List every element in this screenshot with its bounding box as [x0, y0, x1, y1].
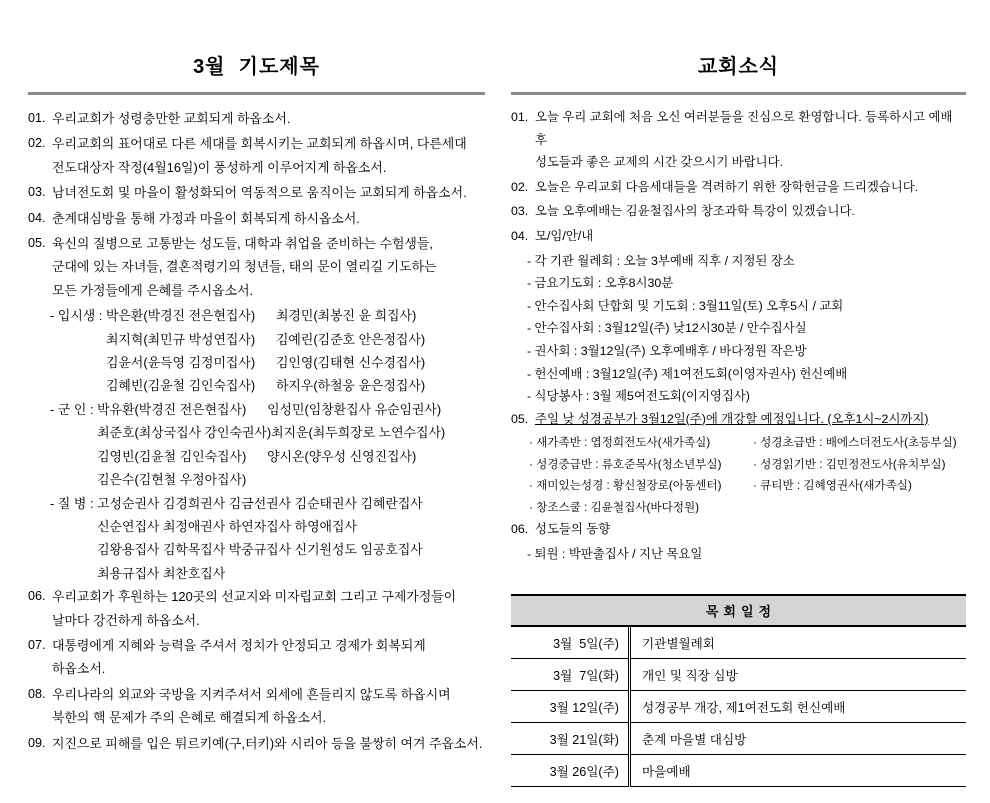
- bible-class-left: · 창조스쿨 : 김윤철집사(바다정원): [528, 500, 700, 514]
- item-line: 하옵소서.: [52, 661, 106, 677]
- item-number: 04.: [28, 210, 46, 225]
- schedule-description: 기관별월례회: [629, 627, 966, 659]
- meeting-row: - 안수집사회 단합회 및 기도회 : 3월11일(토) 오후5시 / 교회: [526, 298, 844, 313]
- name-row: [97, 398, 485, 421]
- name-cell-left: 김혜빈(김윤철 김인숙집사): [105, 378, 256, 394]
- item-text: [52, 207, 485, 230]
- item-line: 날마다 강건하게 하옵소서.: [52, 612, 200, 628]
- prayer-topics-title: 3월 기도제목: [193, 56, 320, 78]
- bible-class-right: · 성경초급반 : 배에스더전도사(초등부실): [752, 436, 957, 450]
- numbered-item: [28, 634, 485, 681]
- item-number: 03.: [510, 204, 529, 219]
- name-cell-right: 김인영(김태현 신수경집사): [275, 355, 426, 371]
- schedule-row: [511, 723, 966, 755]
- item-number: 02.: [28, 136, 46, 151]
- item-line: 북한의 핵 문제가 주의 은혜로 해결되게 하옵소서.: [52, 710, 327, 726]
- bible-class-right: · 성경읽기반 : 김민정전도사(유치부실): [752, 457, 946, 471]
- meeting-row: - 권사회 : 3월12일(주) 오후예배후 / 바다정원 작은방: [526, 343, 807, 358]
- church-news-column: [497, 56, 976, 803]
- item-line: 우리교회가 후원하는 120곳의 선교지와 미자립교회 그리고 구제가정들이: [52, 589, 457, 605]
- bible-class-row: [511, 475, 966, 497]
- numbered-item: [511, 225, 966, 248]
- item-text: [52, 732, 485, 755]
- bible-class-left: · 재미있는성경 : 황신철장로(아동센터): [528, 479, 722, 493]
- meeting-row: - 금요기도회 : 오후8시30분: [526, 276, 674, 291]
- item-line: 성도들의 동향: [534, 522, 611, 537]
- bible-class-row: [511, 454, 966, 476]
- item-number: 03.: [28, 185, 46, 200]
- item-text: [52, 107, 485, 130]
- item-number: 05.: [510, 411, 529, 426]
- item-line: 우리교회가 성령충만한 교회되게 하옵소서.: [52, 111, 291, 126]
- name-row: [97, 468, 485, 491]
- numbered-item: [28, 585, 485, 632]
- name-group: [28, 398, 485, 492]
- numbered-item: [28, 132, 485, 179]
- item-number: 05.: [28, 236, 46, 251]
- name-cell-left: 박유환(박경진 전은현집사): [97, 401, 247, 417]
- bible-class-row: [511, 432, 966, 454]
- name-cell-right: 임성민(임창환집사 유순임권사): [267, 401, 442, 417]
- prayer-topics-column: [14, 56, 497, 803]
- meeting-row: - 안수집사회 : 3월12일(주) 낮12시30분 / 안수집사실: [526, 321, 807, 336]
- item-number: 06.: [28, 589, 46, 604]
- numbered-item: [28, 683, 485, 730]
- name-group-label: - 질 병 :: [50, 495, 98, 511]
- prayer-topics-list: [28, 107, 485, 755]
- numbered-item: [28, 107, 485, 130]
- schedule-date: 3월 21일(화): [511, 723, 630, 755]
- item-line: 전도대상자 작정(4월16일)이 풍성하게 이루어지게 하옵소서.: [52, 159, 387, 175]
- name-group-rows: [106, 304, 485, 398]
- name-group: [28, 304, 485, 398]
- item-line: 모/임/안/내: [534, 228, 594, 243]
- item-text: [535, 106, 966, 174]
- item-number: 01.: [510, 110, 529, 124]
- name-cell-right: 최경민(최봉진 윤 희집사): [275, 308, 417, 324]
- item-text: [52, 132, 485, 179]
- item-text: [535, 225, 966, 248]
- schedule-date: 3월 7일(화): [511, 659, 630, 691]
- item-line: 모든 가정들에게 은혜를 주시옵소서.: [52, 282, 254, 298]
- member-row: - 퇴원 : 박판출집사 / 지난 목요일: [526, 546, 703, 561]
- item-number: 01.: [28, 111, 46, 125]
- name-cell-left: 최준호(최상국집사 강인숙권사): [97, 425, 272, 441]
- name-group-label: - 군 인 :: [50, 401, 98, 417]
- name-row: [97, 562, 485, 585]
- item-text: [52, 585, 485, 632]
- item-line: 남녀전도회 및 마을이 활성화되어 역동적으로 움직이는 교회되게 하옵소서.: [52, 185, 467, 201]
- item-number: 06.: [510, 522, 529, 537]
- bible-class-row: [511, 497, 966, 519]
- name-group: [28, 492, 485, 586]
- name-cell-right: 김예린(김준호 안은정집사): [275, 331, 426, 347]
- meeting-row: - 헌신예배 : 3월12일(주) 제1여전도회(이영자권사) 헌신예배: [526, 366, 848, 381]
- name-cell-left: 최용규집사 최찬호집사: [97, 565, 226, 581]
- name-cell-right: 최지운(최두희장로 노연수집사): [271, 425, 446, 441]
- name-row: [97, 515, 485, 538]
- schedule-description: 개인 및 직장 심방: [629, 659, 966, 691]
- item-text: [535, 518, 966, 541]
- item-text: [52, 181, 485, 204]
- item-line: 오늘 오후예배는 김윤철집사의 창조과학 특강이 있겠습니다.: [534, 204, 855, 219]
- item-line: 성도들과 좋은 교제의 시간 갖으시기 바랍니다.: [534, 155, 784, 170]
- item-number: 02.: [510, 179, 529, 194]
- name-cell-left: 김영빈(김윤철 김인숙집사): [97, 448, 247, 464]
- name-row: [106, 328, 485, 351]
- item-number: 09.: [28, 735, 46, 750]
- schedule-date: 3월 5일(주): [511, 627, 630, 659]
- item-line: 군대에 있는 자녀들, 결혼적령기의 청년들, 태의 문이 열리길 기도하는: [52, 259, 437, 275]
- name-cell-left: 김윤서(윤득영 김정미집사): [105, 355, 256, 371]
- schedule-row: [511, 691, 966, 723]
- pastoral-schedule-title: 목회일정: [511, 594, 966, 627]
- schedule-row: [511, 755, 966, 787]
- name-cell-right: 양시온(양우성 신영진집사): [267, 448, 417, 464]
- numbered-item: [511, 408, 966, 431]
- bible-study-heading: 주일 낮 성경공부가 3월12일(주)에 개강할 예정입니다. (오후1시~2시까지): [534, 411, 929, 426]
- name-cell-left: 김은수(김현철 우정아집사): [97, 472, 247, 488]
- name-cell-left: 박은환(박경진 전은현집사): [105, 308, 256, 324]
- schedule-description: 마을예배: [629, 755, 966, 787]
- item-text: [535, 408, 966, 431]
- name-group-label: - 입시생 :: [50, 308, 106, 324]
- item-number: 04.: [510, 228, 529, 243]
- numbered-item: [511, 106, 966, 174]
- name-cell-left: 신순연집사 최정애권사 하연자집사 하영애집사: [97, 518, 357, 534]
- schedule-date: 3월 26일(주): [511, 755, 630, 787]
- item-text: [52, 683, 485, 730]
- item-number: 08.: [28, 686, 46, 701]
- numbered-item: [28, 181, 485, 204]
- name-row: [97, 445, 485, 468]
- numbered-item: [511, 518, 966, 541]
- item-text: [52, 634, 485, 681]
- church-news-title: 교회소식: [697, 56, 780, 78]
- name-cell-left: 고성순권사 김경희권사 김금선권사 김순태권사 김혜란집사: [97, 495, 423, 511]
- name-cell-left: 김왕용집사 김학목집사 박중규집사 신기원성도 임공호집사: [97, 542, 423, 558]
- item-line: 우리나라의 외교와 국방을 지켜주셔서 외세에 흔들리지 않도록 하옵시며: [52, 686, 451, 702]
- meeting-row: - 각 기관 월례회 : 오늘 3부예배 직후 / 지정된 장소: [526, 253, 795, 268]
- name-row: [97, 538, 485, 561]
- schedule-description: 성경공부 개강, 제1여전도회 헌신예배: [629, 691, 966, 723]
- name-group-rows: [97, 492, 485, 586]
- item-text: [535, 176, 966, 199]
- name-cell-left: 최지혁(최민규 박성연집사): [105, 331, 256, 347]
- numbered-item: [28, 232, 485, 302]
- item-line: 대통령에게 지혜와 능력을 주셔서 정치가 안정되고 경제가 회복되게: [52, 637, 426, 653]
- pastoral-schedule-section: [511, 594, 966, 787]
- bible-class-right: · 큐티반 : 김혜영권사(새가족실): [752, 479, 912, 493]
- item-text: [52, 232, 485, 302]
- item-line: 오늘 우리 교회에 처음 오신 여러분들을 진심으로 환영합니다. 등록하시고 예배 후: [534, 110, 956, 147]
- item-line: 우리교회의 표어대로 다른 세대를 회복시키는 교회되게 하옵시며, 다른세대: [52, 136, 467, 152]
- prayer-topics-rule: [28, 92, 485, 95]
- meeting-row: - 식당봉사 : 3월 제5여전도회(이지영집사): [526, 389, 750, 404]
- church-news-rule: [511, 92, 966, 95]
- bible-class-left: · 성경중급반 : 류호준목사(청소년부실): [528, 457, 722, 471]
- item-line: 오늘은 우리교회 다음세대들을 격려하기 위한 장학헌금을 드리겠습니다.: [534, 179, 919, 194]
- schedule-row: [511, 627, 966, 659]
- name-row: [106, 304, 485, 327]
- item-line: 육신의 질병으로 고통받는 성도들, 대학과 취업을 준비하는 수험생들,: [52, 236, 433, 252]
- schedule-row: [511, 659, 966, 691]
- name-row: [97, 492, 485, 515]
- numbered-item: [511, 200, 966, 223]
- bible-class-left: · 새가족반 : 엽정희전도사(새가족실): [528, 436, 711, 450]
- pastoral-schedule-table: [511, 594, 966, 787]
- name-row: [106, 374, 485, 397]
- schedule-description: 춘계 마을별 대심방: [629, 723, 966, 755]
- name-row: [97, 421, 485, 444]
- numbered-item: [511, 176, 966, 199]
- item-line: 지진으로 피해를 입은 튀르키예(구,터키)와 시리아 등을 불쌍히 여겨 주옵소서.: [52, 735, 483, 751]
- schedule-date: 3월 12일(주): [511, 691, 630, 723]
- name-cell-right: 하지우(하철웅 윤은정집사): [275, 378, 426, 394]
- bible-class-list: [511, 432, 966, 518]
- item-text: [535, 200, 966, 223]
- item-line: 춘계대심방을 통해 가정과 마을이 회복되게 하시옵소서.: [52, 210, 360, 226]
- name-row: [106, 351, 485, 374]
- item-number: 07.: [28, 637, 46, 652]
- numbered-item: [28, 732, 485, 755]
- church-news-list: [511, 106, 966, 566]
- name-group-rows: [97, 398, 485, 492]
- numbered-item: [28, 207, 485, 230]
